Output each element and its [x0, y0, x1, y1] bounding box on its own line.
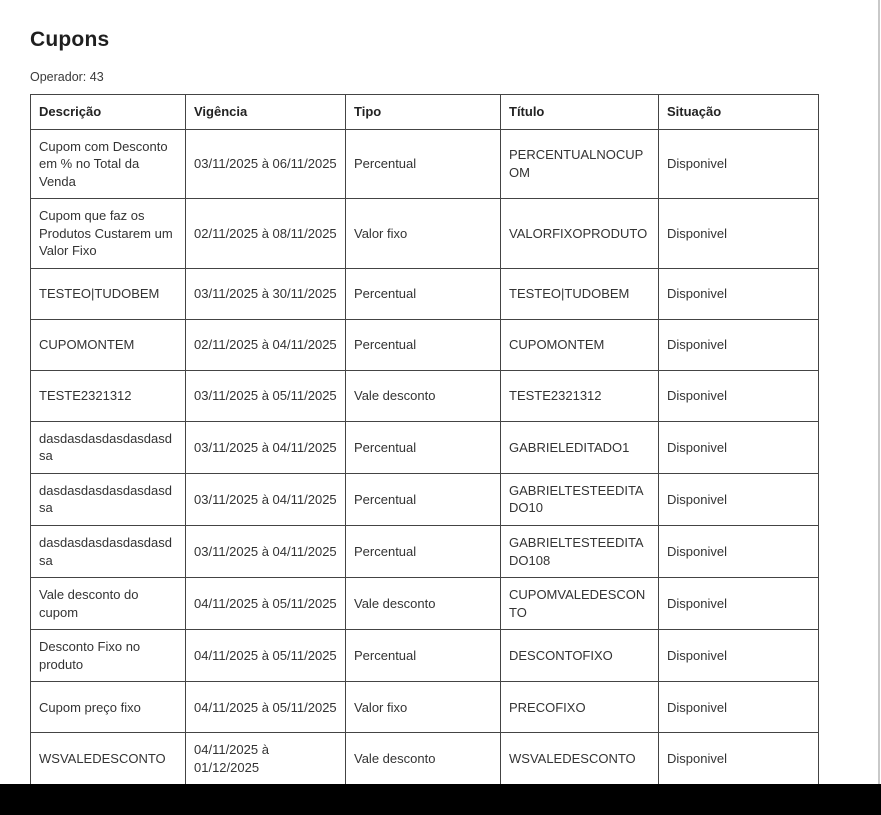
- coupons-table: [30, 94, 819, 785]
- column-header-situacao: Situação: [659, 95, 819, 130]
- operator-label: Operador: 43: [30, 70, 104, 84]
- cell-descricao: dasdasdasdasdasdasdsa: [31, 526, 186, 578]
- cell-titulo: PRECOFIXO: [501, 682, 659, 733]
- cell-tipo: Percentual: [346, 129, 501, 199]
- cell-situacao: Disponivel: [659, 268, 819, 319]
- cell-vigencia: 04/11/2025 à 05/11/2025: [186, 578, 346, 630]
- coupons-table-header: [31, 95, 819, 130]
- cell-tipo: Valor fixo: [346, 682, 501, 733]
- table-row: [31, 733, 819, 785]
- table-row: [31, 630, 819, 682]
- cell-descricao: WSVALEDESCONTO: [31, 733, 186, 785]
- cell-titulo: GABRIELTESTEEDITADO10: [501, 473, 659, 525]
- cell-tipo: Vale desconto: [346, 733, 501, 785]
- cell-titulo: VALORFIXOPRODUTO: [501, 199, 659, 269]
- cell-descricao: Cupom preço fixo: [31, 682, 186, 733]
- cell-descricao: dasdasdasdasdasdasdsa: [31, 473, 186, 525]
- cell-tipo: Percentual: [346, 526, 501, 578]
- cell-tipo: Vale desconto: [346, 578, 501, 630]
- column-header-vigencia: Vigência: [186, 95, 346, 130]
- report-content: [30, 28, 820, 785]
- cell-titulo: GABRIELEDITADO1: [501, 421, 659, 473]
- column-header-titulo: Título: [501, 95, 659, 130]
- table-row: [31, 199, 819, 269]
- table-row: [31, 421, 819, 473]
- cell-vigencia: 02/11/2025 à 04/11/2025: [186, 319, 346, 370]
- cell-vigencia: 04/11/2025 à 05/11/2025: [186, 682, 346, 733]
- cell-situacao: Disponivel: [659, 578, 819, 630]
- cell-descricao: Cupom que faz os Produtos Custarem um Valor Fixo: [31, 199, 186, 269]
- cell-titulo: TESTEO|TUDOBEM: [501, 268, 659, 319]
- cell-vigencia: 03/11/2025 à 30/11/2025: [186, 268, 346, 319]
- table-row: [31, 129, 819, 199]
- cell-tipo: Percentual: [346, 268, 501, 319]
- cell-descricao: Vale desconto do cupom: [31, 578, 186, 630]
- cell-titulo: TESTE2321312: [501, 370, 659, 421]
- cell-tipo: Percentual: [346, 630, 501, 682]
- cell-vigencia: 03/11/2025 à 04/11/2025: [186, 421, 346, 473]
- cell-vigencia: 03/11/2025 à 04/11/2025: [186, 526, 346, 578]
- table-row: [31, 526, 819, 578]
- cell-tipo: Percentual: [346, 319, 501, 370]
- cell-situacao: Disponivel: [659, 421, 819, 473]
- cell-vigencia: 03/11/2025 à 05/11/2025: [186, 370, 346, 421]
- cell-descricao: Cupom com Desconto em % no Total da Venda: [31, 129, 186, 199]
- cell-titulo: WSVALEDESCONTO: [501, 733, 659, 785]
- cell-titulo: CUPOMVALEDESCONTO: [501, 578, 659, 630]
- cell-situacao: Disponivel: [659, 199, 819, 269]
- table-row: [31, 268, 819, 319]
- cell-vigencia: 03/11/2025 à 04/11/2025: [186, 473, 346, 525]
- cell-situacao: Disponivel: [659, 682, 819, 733]
- cell-vigencia: 03/11/2025 à 06/11/2025: [186, 129, 346, 199]
- cell-situacao: Disponivel: [659, 129, 819, 199]
- coupons-table-body: [31, 129, 819, 785]
- column-header-descricao: Descrição: [31, 95, 186, 130]
- table-row: [31, 319, 819, 370]
- table-row: [31, 682, 819, 733]
- cell-vigencia: 04/11/2025 à 01/12/2025: [186, 733, 346, 785]
- column-header-tipo: Tipo: [346, 95, 501, 130]
- cell-titulo: GABRIELTESTEEDITADO108: [501, 526, 659, 578]
- cell-situacao: Disponivel: [659, 473, 819, 525]
- cell-situacao: Disponivel: [659, 370, 819, 421]
- cell-descricao: Desconto Fixo no produto: [31, 630, 186, 682]
- table-row: [31, 578, 819, 630]
- bottom-black-bar: [0, 784, 881, 815]
- cell-tipo: Valor fixo: [346, 199, 501, 269]
- cell-titulo: CUPOMONTEM: [501, 319, 659, 370]
- table-row: [31, 370, 819, 421]
- cell-situacao: Disponivel: [659, 733, 819, 785]
- cell-vigencia: 02/11/2025 à 08/11/2025: [186, 199, 346, 269]
- window-edge-line: [878, 0, 880, 784]
- page-title: Cupons: [30, 28, 110, 51]
- cell-titulo: PERCENTUALNOCUPOM: [501, 129, 659, 199]
- cell-situacao: Disponivel: [659, 319, 819, 370]
- cell-descricao: CUPOMONTEM: [31, 319, 186, 370]
- cell-descricao: TESTEO|TUDOBEM: [31, 268, 186, 319]
- cell-situacao: Disponivel: [659, 526, 819, 578]
- cell-descricao: dasdasdasdasdasdasdsa: [31, 421, 186, 473]
- cell-situacao: Disponivel: [659, 630, 819, 682]
- header-row: [31, 95, 819, 130]
- cell-descricao: TESTE2321312: [31, 370, 186, 421]
- cell-tipo: Vale desconto: [346, 370, 501, 421]
- cell-titulo: DESCONTOFIXO: [501, 630, 659, 682]
- table-row: [31, 473, 819, 525]
- cell-tipo: Percentual: [346, 473, 501, 525]
- cell-tipo: Percentual: [346, 421, 501, 473]
- cell-vigencia: 04/11/2025 à 05/11/2025: [186, 630, 346, 682]
